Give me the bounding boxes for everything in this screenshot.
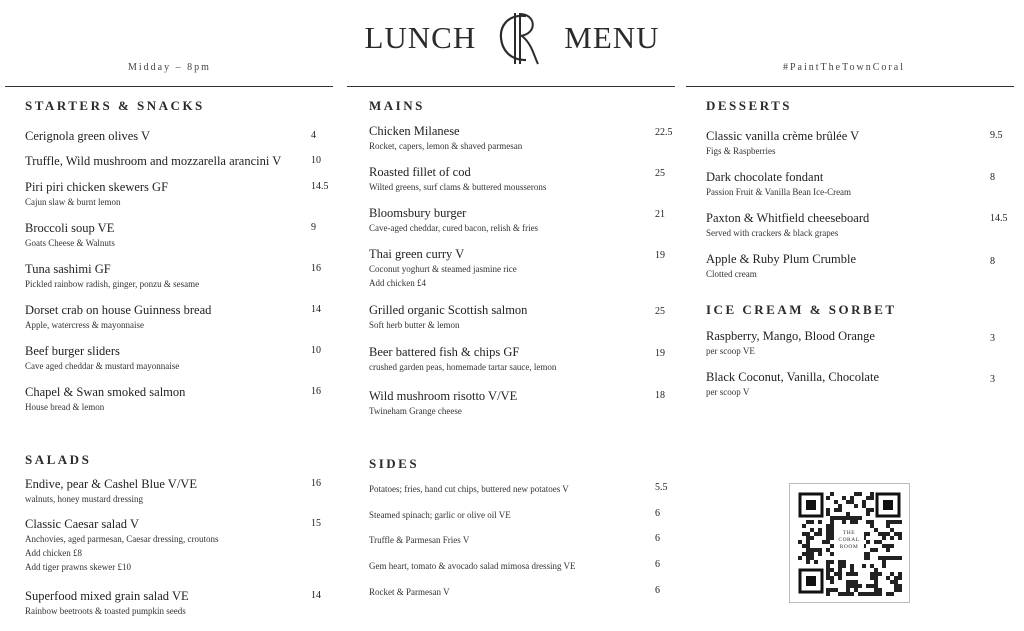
item-description: Goats Cheese & Walnuts [25, 238, 115, 248]
menu-item [25, 153, 281, 169]
item-name: Grilled organic Scottish salmon [369, 303, 528, 317]
menu-item [25, 588, 189, 618]
item-price: 14 [311, 304, 321, 315]
qr-center-logo-text: THE CORAL ROOM [838, 530, 860, 550]
item-price: 14 [311, 590, 321, 601]
item-name: Apple & Ruby Plum Crumble [706, 252, 856, 266]
section-heading-sides: SIDES [369, 456, 420, 471]
item-price: 6 [655, 508, 660, 519]
divider-left [5, 86, 333, 87]
side-item [369, 585, 450, 599]
item-price: 10 [311, 155, 321, 166]
menu-item [25, 261, 199, 291]
item-price: 22.5 [655, 127, 673, 138]
menu-item [25, 516, 218, 574]
side-item [369, 533, 469, 547]
item-name: Classic Caesar salad V [25, 517, 139, 531]
side-description: Steamed spinach; garlic or olive oil VE [369, 510, 511, 520]
item-name: Beer battered fish & chips GF [369, 345, 520, 359]
item-addon: Add chicken £8 [25, 548, 82, 558]
hashtag: #PaintTheTownCoral [783, 62, 905, 73]
divider-right [686, 86, 1014, 87]
section-heading-icecream: ICE CREAM & SORBET [706, 302, 897, 317]
item-price: 9 [311, 222, 316, 233]
menu-item [706, 251, 856, 281]
item-price: 3 [990, 333, 995, 344]
item-description: Clotted cream [706, 269, 757, 279]
item-name: Thai green curry V [369, 247, 465, 261]
item-description: Soft herb butter & lemon [369, 320, 460, 330]
item-name: Broccoli soup VE [25, 221, 115, 235]
menu-item [369, 164, 546, 194]
item-price: 25 [655, 306, 665, 317]
item-description: House bread & lemon [25, 402, 105, 412]
title-menu: MENU [564, 20, 660, 55]
item-name: Piri piri chicken skewers GF [25, 180, 169, 194]
item-name: Dark chocolate fondant [706, 170, 824, 184]
menu-item [369, 205, 538, 235]
menu-item [25, 179, 168, 209]
item-name: Chapel & Swan smoked salmon [25, 385, 186, 399]
item-name: Raspberry, Mango, Blood Orange [706, 329, 875, 343]
item-description: Cave-aged cheddar, cured bacon, relish & fries [369, 223, 539, 233]
side-description: Truffle & Parmesan Fries V [369, 535, 470, 545]
item-description: Passion Fruit & Vanilla Bean Ice-Cream [706, 187, 852, 197]
menu-item [25, 302, 211, 332]
item-description: Twineham Grange cheese [369, 406, 462, 416]
menu-item [706, 128, 859, 158]
item-description: Rocket, capers, lemon & shaved parmesan [369, 141, 523, 151]
menu-item [706, 328, 875, 358]
item-name: Black Coconut, Vanilla, Chocolate [706, 370, 879, 384]
item-addon: Add tiger prawns skewer £10 [25, 562, 131, 572]
item-description: Figs & Raspberries [706, 146, 776, 156]
item-description: per scoop VE [706, 346, 755, 356]
item-name: Roasted fillet of cod [369, 165, 471, 179]
item-price: 5.5 [655, 482, 668, 493]
menu-header [0, 10, 1024, 66]
item-price: 16 [311, 478, 321, 489]
item-description: crushed garden peas, homemade tartar sauce, lemon [369, 362, 557, 372]
item-name: Superfood mixed grain salad VE [25, 589, 189, 603]
item-price: 4 [311, 130, 316, 141]
item-name: Tuna sashimi GF [25, 262, 111, 276]
item-description: per scoop V [706, 387, 750, 397]
item-name: Wild mushroom risotto V/VE [369, 389, 518, 403]
item-price: 25 [655, 168, 665, 179]
item-price: 10 [311, 345, 321, 356]
item-price: 19 [655, 348, 665, 359]
item-description: walnuts, honey mustard dressing [25, 494, 143, 504]
cr-monogram-logo [496, 10, 542, 66]
item-price: 18 [655, 390, 665, 401]
side-description: Gem heart, tomato & avocado salad mimosa dressing VE [369, 561, 576, 571]
item-price: 16 [311, 263, 321, 274]
item-price: 8 [990, 256, 995, 267]
side-item [369, 559, 576, 573]
item-price: 6 [655, 559, 660, 570]
item-name: Bloomsbury burger [369, 206, 467, 220]
side-description: Rocket & Parmesan V [369, 587, 450, 597]
item-description: Anchovies, aged parmesan, Caesar dressing, croutons [25, 534, 219, 544]
menu-item [25, 384, 185, 414]
item-description: Pickled rainbow radish, ginger, ponzu & sesame [25, 279, 200, 289]
item-description: Apple, watercress & mayonnaise [25, 320, 144, 330]
section-heading-mains: MAINS [369, 98, 425, 113]
item-price: 6 [655, 533, 660, 544]
item-name: Classic vanilla crème brûlée V [706, 129, 860, 143]
menu-item [369, 123, 522, 153]
item-name: Beef burger sliders [25, 344, 120, 358]
menu-item [25, 343, 179, 373]
menu-item [706, 210, 869, 240]
item-description: Wilted greens, surf clams & buttered mousserons [369, 182, 547, 192]
menu-item [706, 169, 851, 199]
item-price: 19 [655, 250, 665, 261]
item-name: Truffle, Wild mushroom and mozzarella arancini V [25, 154, 282, 168]
item-name: Paxton & Whitfield cheeseboard [706, 211, 870, 225]
menu-item [369, 302, 527, 332]
menu-item [706, 369, 879, 399]
menu-item [369, 344, 556, 374]
item-price: 16 [311, 386, 321, 397]
menu-item [25, 220, 115, 250]
item-name: Endive, pear & Cashel Blue V/VE [25, 477, 197, 491]
item-price: 3 [990, 374, 995, 385]
menu-item [369, 388, 517, 418]
opening-hours: Midday – 8pm [128, 62, 211, 73]
item-name: Cerignola green olives V [25, 129, 151, 143]
side-item [369, 482, 569, 496]
section-heading-desserts: DESSERTS [706, 98, 793, 113]
item-price: 8 [990, 172, 995, 183]
menu-item [25, 476, 197, 506]
item-price: 14.5 [311, 181, 329, 192]
item-name: Dorset crab on house Guinness bread [25, 303, 212, 317]
section-heading-salads: SALADS [25, 452, 92, 467]
menu-item [25, 128, 150, 144]
item-price: 21 [655, 209, 665, 220]
item-description: Coconut yoghurt & steamed jasmine rice [369, 264, 517, 274]
item-description: Served with crackers & black grapes [706, 228, 839, 238]
item-price: 15 [311, 518, 321, 529]
title-lunch: LUNCH [364, 20, 477, 55]
item-description: Cave aged cheddar & mustard mayonnaise [25, 361, 180, 371]
item-price: 6 [655, 585, 660, 596]
divider-middle [347, 86, 675, 87]
section-heading-starters: STARTERS & SNACKS [25, 98, 205, 113]
item-addon: Add chicken £4 [369, 278, 426, 288]
side-description: Potatoes; fries, hand cut chips, buttered new potatoes V [369, 484, 569, 494]
menu-item [369, 246, 517, 290]
item-price: 14.5 [990, 213, 1008, 224]
item-description: Rainbow beetroots & toasted pumpkin seeds [25, 606, 186, 616]
side-item [369, 508, 511, 522]
item-price: 9.5 [990, 130, 1003, 141]
qr-code[interactable] [789, 483, 910, 603]
item-name: Chicken Milanese [369, 124, 460, 138]
item-description: Cajun slaw & burnt lemon [25, 197, 121, 207]
